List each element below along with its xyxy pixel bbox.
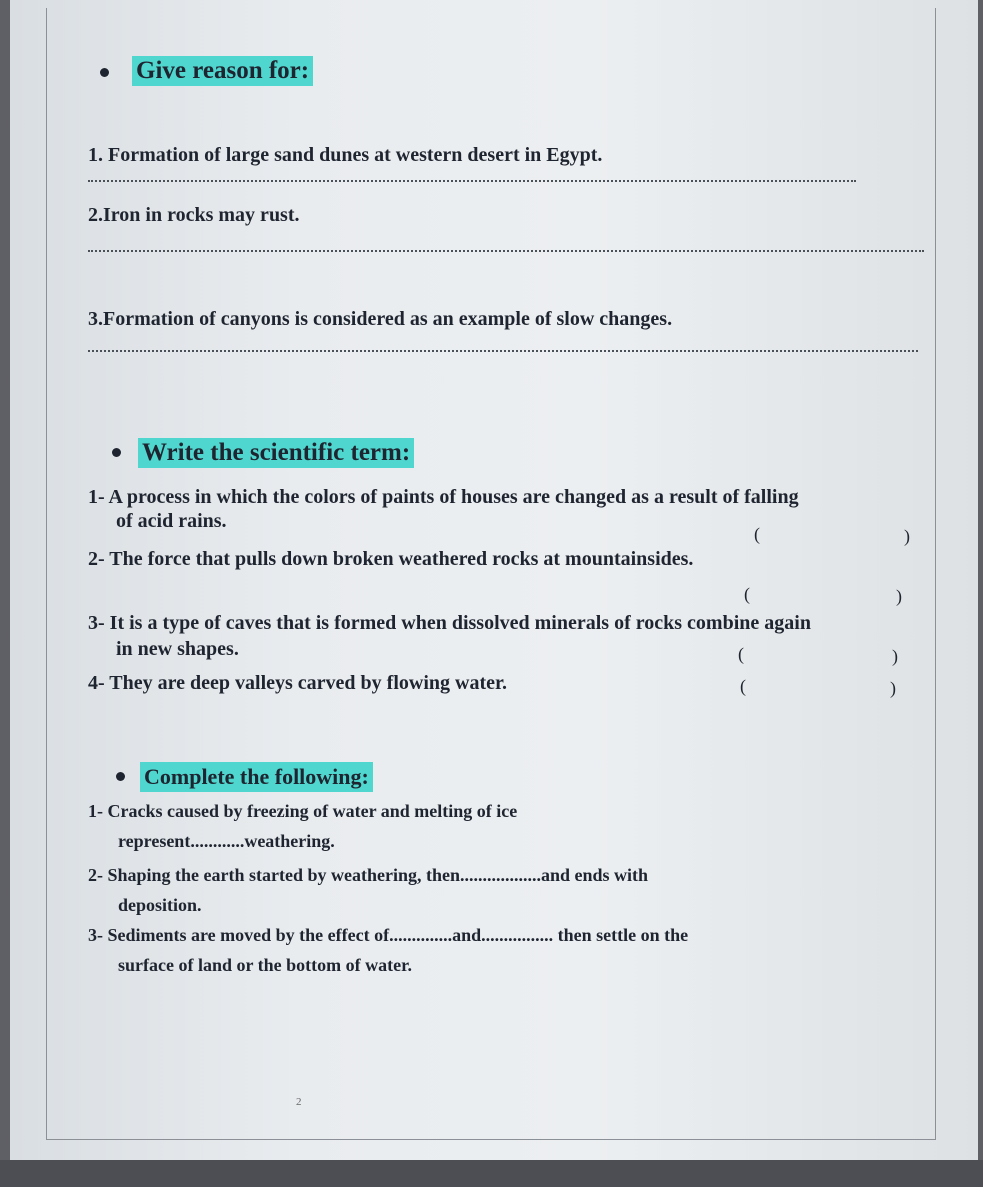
answer-paren-close: ) (890, 678, 896, 698)
answer-paren-close: ) (892, 646, 898, 666)
background-surface (0, 1160, 983, 1187)
reason-item-3: 3.Formation of canyons is considered as an example of slow changes. (88, 308, 673, 330)
page-number: 2 (296, 1096, 302, 1108)
complete-line-4: deposition. (118, 895, 202, 915)
answer-line-3[interactable] (88, 350, 918, 352)
term-item-3-line1: 3- It is a type of caves that is formed when dissolved minerals of rocks combine again (88, 612, 811, 634)
reason-item-2: 2.Iron in rocks may rust. (88, 204, 300, 226)
term-item-1-line1: 1- A process in which the colors of paints of houses are changed as a result of falling (88, 486, 799, 508)
bullet-icon (112, 448, 121, 457)
term-item-1-line2: of acid rains. (116, 510, 227, 532)
answer-paren-open: ( (738, 644, 744, 664)
answer-paren-close: ) (896, 586, 902, 606)
heading-complete: Complete the following: (140, 762, 373, 792)
heading-give-reason: Give reason for: (132, 56, 313, 86)
bullet-icon (116, 772, 125, 781)
answer-paren-open: ( (744, 584, 750, 604)
term-item-3-line2: in new shapes. (116, 638, 239, 660)
term-item-4-line1: 4- They are deep valleys carved by flowing water. (88, 672, 508, 694)
complete-line-2: represent............weathering. (118, 831, 335, 851)
complete-line-3: 2- Shaping the earth started by weathering, then..................and ends with (88, 865, 649, 885)
answer-line-1[interactable] (88, 180, 856, 182)
heading-scientific-term: Write the scientific term: (138, 438, 414, 468)
bullet-icon (100, 68, 109, 77)
answer-paren-open: ( (754, 524, 760, 544)
complete-line-6: surface of land or the bottom of water. (118, 955, 412, 975)
answer-paren-close: ) (904, 526, 910, 546)
answer-paren-open: ( (740, 676, 746, 696)
complete-line-1: 1- Cracks caused by freezing of water and melting of ice (88, 801, 518, 821)
reason-item-1: 1. Formation of large sand dunes at western desert in Egypt. (88, 144, 603, 166)
complete-line-5: 3- Sediments are moved by the effect of..............and................ then settle on the (88, 925, 689, 945)
worksheet-page (10, 0, 978, 1160)
term-item-2-line1: 2- The force that pulls down broken weathered rocks at mountainsides. (88, 548, 694, 570)
answer-line-2[interactable] (88, 250, 924, 252)
